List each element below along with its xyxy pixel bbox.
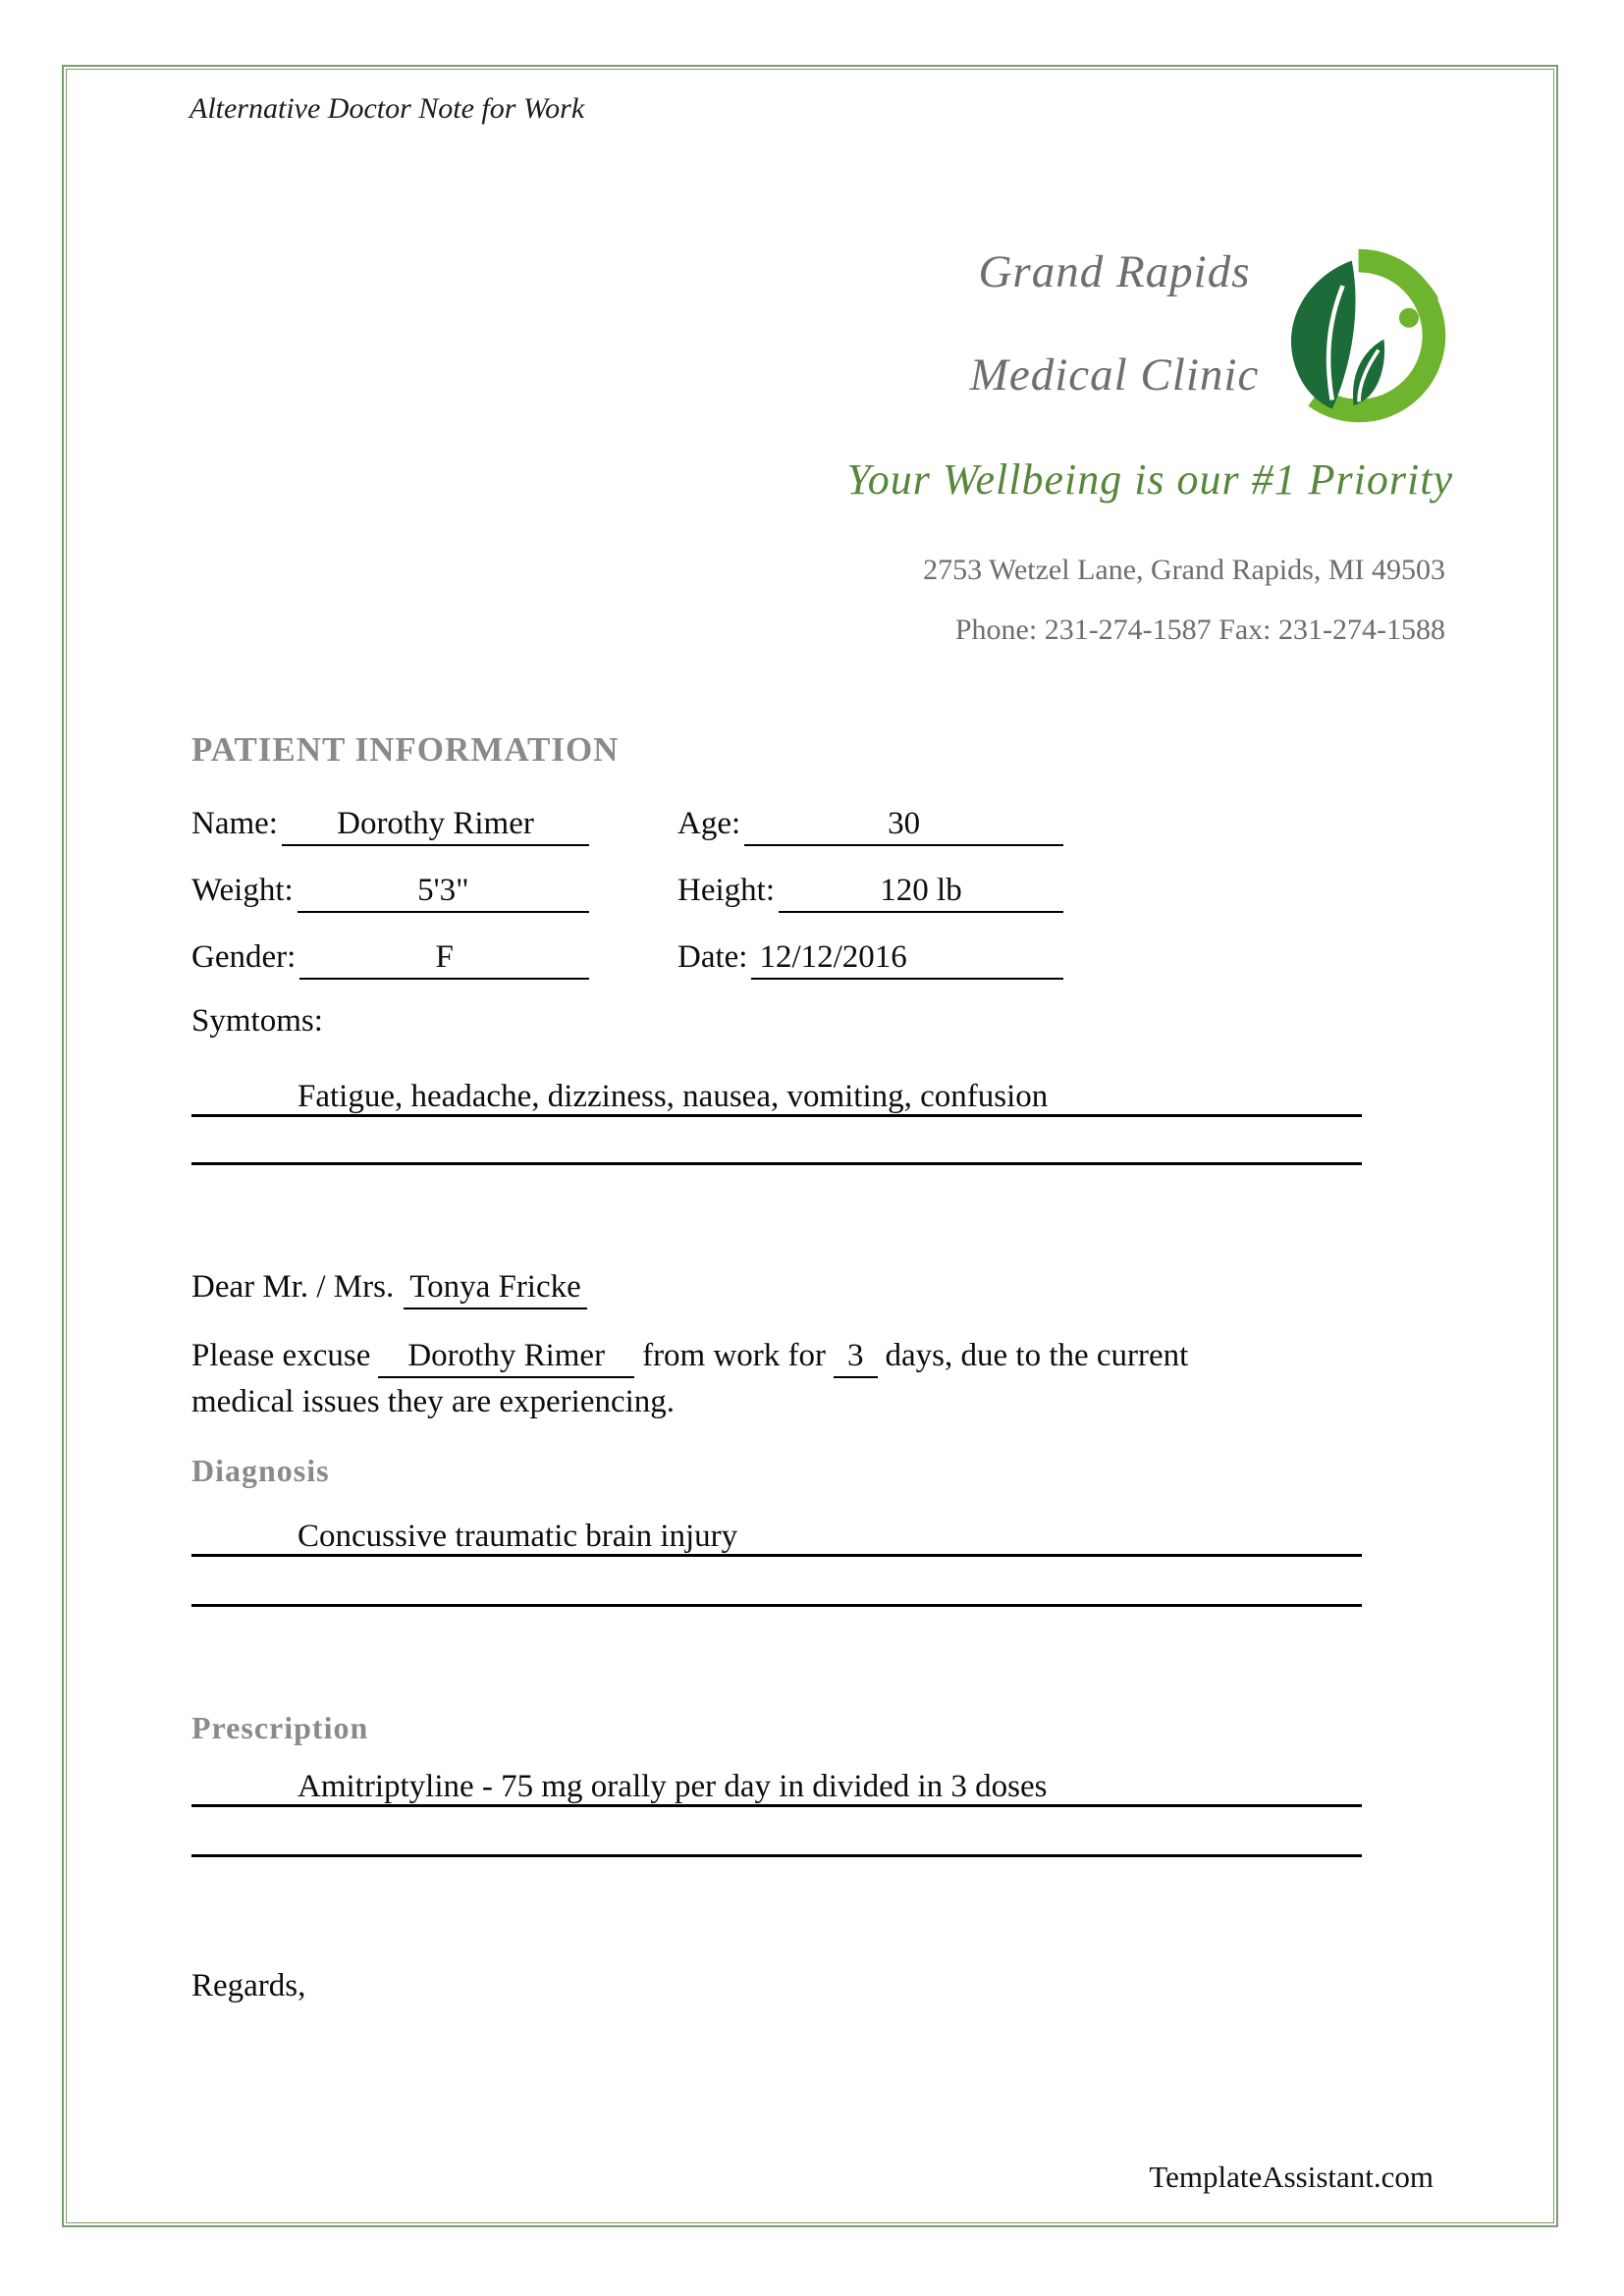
diagnosis-value: Concussive traumatic brain injury xyxy=(298,1519,738,1554)
excuse-part3: days, due to the current xyxy=(885,1338,1189,1373)
date-field-row xyxy=(677,936,1063,980)
clinic-phone-fax: Phone: 231-274-1587 Fax: 231-274-1588 xyxy=(954,614,1445,646)
footer-website: TemplateAssistant.com xyxy=(1149,2160,1434,2194)
gender-label: Gender: xyxy=(191,939,297,975)
closing-text: Regards, xyxy=(191,1968,306,2003)
days-value: 3 xyxy=(834,1335,878,1378)
prescription-value-line xyxy=(191,1766,1362,1807)
height-label: Height: xyxy=(677,873,775,908)
symptoms-label: Symtoms: xyxy=(191,1003,323,1039)
name-field-row xyxy=(191,803,589,846)
recipient-name: Tonya Fricke xyxy=(404,1266,587,1309)
prescription-value: Amitriptyline - 75 mg orally per day in divided in 3 doses xyxy=(298,1769,1048,1804)
weight-field-row xyxy=(191,870,589,913)
date-label: Date: xyxy=(677,939,748,975)
clinic-name-line1: Grand Rapids xyxy=(978,246,1251,297)
diagnosis-heading: Diagnosis xyxy=(191,1453,330,1488)
clinic-logo-icon xyxy=(1270,243,1448,428)
excuse-part1: Please excuse xyxy=(191,1338,371,1373)
clinic-tagline: Your Wellbeing is our #1 Priority xyxy=(846,455,1453,504)
name-label: Name: xyxy=(191,806,278,841)
height-field-row xyxy=(677,870,1063,913)
gender-value: F xyxy=(299,936,589,980)
name-value: Dorothy Rimer xyxy=(282,803,589,846)
symptoms-value-line xyxy=(191,1076,1362,1117)
age-label: Age: xyxy=(677,806,741,841)
clinic-address: 2753 Wetzel Lane, Grand Rapids, MI 49503 xyxy=(923,554,1445,586)
weight-label: Weight: xyxy=(191,873,294,908)
age-value: 30 xyxy=(744,803,1063,846)
prescription-blank-line xyxy=(191,1854,1362,1857)
excuse-sentence-line2: medical issues they are experiencing. xyxy=(191,1384,676,1419)
excused-name: Dorothy Rimer xyxy=(378,1335,634,1378)
patient-information-heading: PATIENT INFORMATION xyxy=(191,730,620,769)
excuse-sentence-line1 xyxy=(191,1335,1188,1378)
salutation-text: Dear Mr. / Mrs. xyxy=(191,1269,395,1305)
symptoms-blank-line xyxy=(191,1162,1362,1165)
diagnosis-value-line xyxy=(191,1516,1362,1557)
date-value: 12/12/2016 xyxy=(751,936,1063,980)
document-title: Alternative Doctor Note for Work xyxy=(189,92,585,125)
diagnosis-blank-line xyxy=(191,1604,1362,1607)
age-field-row xyxy=(677,803,1063,846)
clinic-name-line2: Medical Clinic xyxy=(969,349,1260,400)
weight-value: 5'3" xyxy=(298,870,589,913)
salutation-line xyxy=(191,1266,587,1309)
gender-field-row xyxy=(191,936,589,980)
prescription-heading: Prescription xyxy=(191,1710,369,1745)
height-value: 120 lb xyxy=(779,870,1063,913)
excuse-part2: from work for xyxy=(642,1338,827,1373)
symptoms-value: Fatigue, headache, dizziness, nausea, vomiting, confusion xyxy=(298,1079,1049,1114)
